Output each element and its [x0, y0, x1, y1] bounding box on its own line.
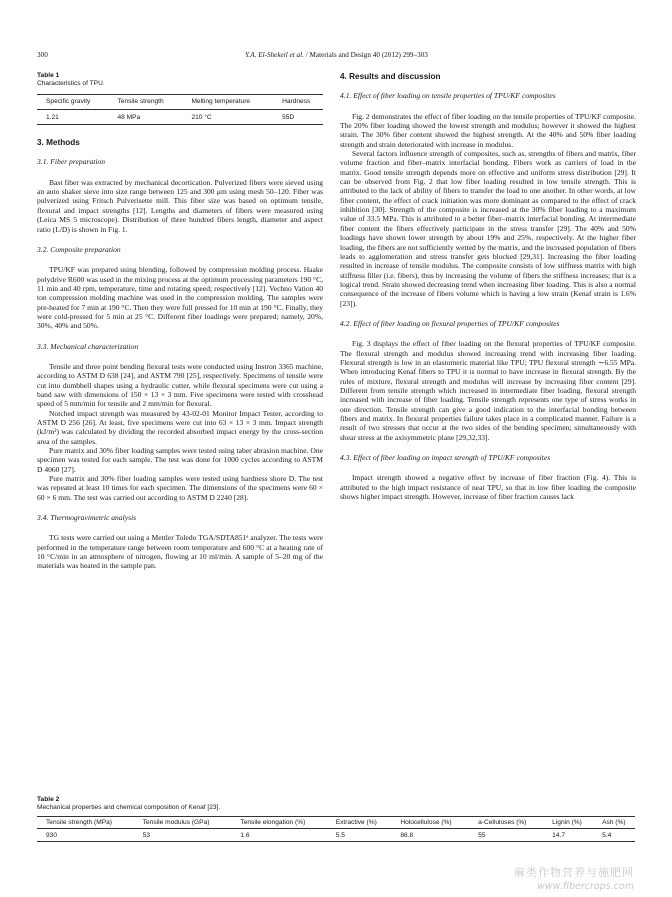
- table1-cell: 210 °C: [182, 109, 273, 124]
- composite-preparation-paragraph: TPU/KF was prepared using blending, followed by compression molding process. Haake polydrive R600 was used in the mixing process at the optimum processing parameters 190 °C, 11 min and 40 rpm, temperature, time and rotating speed; respectively [12]. Vechno Vation 40 ton compression molding machine was used in the compression molding. The samples were pre-heated for 7 min at 190 °C. Then they were full pressed for 10 min at 190 °C. Finally, they were cold-pressed for 5 min at 25 °C. Different fiber loadings were prepared; namely, 20%, 30%, 40% and 50%.: [37, 265, 323, 331]
- tensile-paragraph-2: Several factors influence strength of composites, such as, strengths of fibers and matrix, fiber volume fraction and fiber–matrix interfacial bonding. Fibers work as carriers of load in the matrix. Good tensile strength depends more on effective and uniform stress distribution [29]. It can be observed from Fig. 2 that low fiber loading resulted in low tensile strength. This is attributed to the lack of ability of fibers to transfer the load to one another. In other words, at low fiber content, the effect of crack initiation was more dominant as compared to the effect of crack inhibition [30]. Strength of the composite is increased at the 30% fiber loading to a maximum value of 33.5 MPa. This is attributed to a better fiber–matrix interfacial bonding. At intermediate fiber content the fibers effectively participate in the stress transfer [29]. The 40% and 50% loadings have shown lower strength by about 19% and 25%, respectively. At the higher fiber loading, the fibers are not sufficiently wetted by the matrix, and the increased population of fibers leads to agglomeration and stress transfer gets blocked [29,31]. Increasing the fiber loading resulted in increase of tensile modulus. The composite consists of low stiffness matrix with high stiffness filler (i.e. fibers), thus by increasing the volume of fibers the stiffness increases; that is a logical trend. Strain showed decreasing trend when increasing fiber loading. This is also a normal consequence of the increase of fibers volume which is having a low strain (Kenaf strain is 1.6% [23]).: [340, 149, 636, 308]
- journal-citation: [37, 51, 636, 59]
- table2-title: Mechanical properties and chemical composition of Kenaf [23].: [37, 804, 221, 812]
- table2-header-cell: Tensile modulus (GPa): [134, 817, 232, 829]
- table2-header-cell: Lignin (%): [543, 817, 593, 829]
- table1-header-cell: Hardness: [273, 95, 323, 109]
- tensile-heading: 4.1. Effect of fiber loading on tensile properties of TPU/KF composites: [340, 91, 556, 101]
- table1: [37, 94, 323, 125]
- table1-cell: 48 MPa: [108, 109, 182, 124]
- page-number: 300: [37, 51, 48, 59]
- table1-header-cell: Tensile strength: [108, 95, 182, 109]
- table1-label: Table 1: [37, 72, 60, 79]
- fiber-preparation-paragraph: Bast fiber was extracted by mechanical decortication. Pulverized fibers were sieved using an auto shaker sieve into size range between 125 and 300 μm using mesh 50–120. Fiber was pulverized using Fritsch Pulverisette mill. This fiber size was based on optimum tensile, flexural and impact strengths [12]. Lengths and diameters of fibers were measured using (Leica MS 5 microscope). Distribution of three hundred fibers length, diameter and aspect ratio (L/D) is shown in Fig. 1.: [37, 177, 323, 234]
- table2-row: [37, 829, 635, 842]
- table2-header-cell: Extractive (%): [327, 817, 392, 829]
- table1-caption: [37, 72, 323, 88]
- table2-header-row: [37, 817, 635, 829]
- table2-label: Table 2: [37, 796, 60, 803]
- results-heading: 4. Results and discussion: [340, 72, 441, 81]
- table2-cell: 1.6: [231, 829, 326, 842]
- authors: Y.A. El-Shekeil et al.: [245, 51, 304, 59]
- table1-header-row: [37, 95, 323, 109]
- composite-preparation-heading: 3.2. Composite preparation: [37, 244, 121, 254]
- table2-cell: 86.8: [391, 829, 469, 842]
- table2-cell: 930: [37, 829, 134, 842]
- table2-block: [37, 796, 635, 842]
- table2-cell: 55: [469, 829, 543, 842]
- watermark-url: www.fibercrops.com: [537, 881, 634, 892]
- tensile-paragraph-1: Fig. 2 demonstrates the effect of fiber loading on the tensile properties of TPU/KF composite. The 20% fiber loading showed the lowest strength and modulus; however it showed the highest strain. The 30% fiber content showed the highest strength. At the 40% and 50% fiber loading strength and strain deteriorated with increase in modulus.: [340, 111, 636, 149]
- thermogravimetric-paragraph: TG tests were carried out using a Mettler Toledo TGA/SDTA851ᵉ analyzer. The tests were performed in the temperature range between room temperature and 600 °C at a heating rate of 10 °C/min in an atmosphere of nitrogen, flowing at 10 ml/min. A sample of 5–20 mg of the materials was heated in the sample pan.: [37, 533, 323, 571]
- table2-header-cell: Ash (%): [593, 817, 635, 829]
- table2-header-cell: Holocellulose (%): [391, 817, 469, 829]
- left-column: [37, 72, 323, 571]
- table2-cell: 14.7: [543, 829, 593, 842]
- table2-caption: [37, 796, 635, 812]
- running-header: [37, 51, 636, 63]
- table1-title: Characteristics of TPU.: [37, 80, 105, 88]
- right-column: [340, 72, 636, 501]
- table2: [37, 816, 635, 842]
- thermogravimetric-heading: 3.4. Thermogravimetric analysis: [37, 513, 137, 523]
- table1-header-cell: Specific gravity: [37, 95, 108, 109]
- mechanical-paragraph-3: Pure matrix and 30% fiber loading samples were tested using taber abrasion machine. One specimen was tested for each sample. The test was done for 1000 cycles according to ASTM D 4060 [27].: [37, 446, 323, 474]
- table1-cell: 55D: [273, 109, 323, 124]
- flexural-heading: 4.2. Effect of fiber loading on flexural properties of TPU/KF composites: [340, 318, 560, 328]
- table1-header-cell: Melting temperature: [182, 95, 273, 109]
- mechanical-characterization-heading: 3.3. Mechanical characterization: [37, 341, 139, 351]
- table2-header-cell: Tensile elongation (%): [231, 817, 326, 829]
- impact-heading: 4.3. Effect of fiber loading on impact strength of TPU/KF composites: [340, 453, 551, 463]
- table2-cell: 5.4: [593, 829, 635, 842]
- fiber-preparation-heading: 3.1. Fiber preparation: [37, 157, 106, 167]
- impact-paragraph: Impact strength showed a negative effect by increase of fiber fraction (Fig. 4). This is attributed to the high impact resistance of neat TPU, so that in low fiber loading the composite shows higher impact strength. However, increase of fiber fraction causes lack: [340, 473, 636, 502]
- mechanical-paragraph-4: Pure matrix and 30% fiber loading samples were tested using hardness shore D. The test was repeated at least 10 times for each specimen. The dimensions of the specimens were 60 × 60 × 6 mm. The test was carried out according to ASTM D 2240 [28].: [37, 474, 323, 502]
- methods-heading: 3. Methods: [37, 138, 80, 148]
- mechanical-paragraph-1: Tensile and three point bending flexural tests were conducted using Instron 3365 machine, according to ASTM D 638 [24], and ASTM 790 [25], respectively. Specimens of tensile were cut into dumbbell shapes using a hydraulic cutter, while flexural specimens were cut using a band saw with dimensions of 150 × 13 × 3 mm. Five specimens were tested with crosshead speed of 5 mm/min for tensile and 2 mm/min for flexural.: [37, 361, 323, 409]
- table1-cell: 1.21: [37, 109, 108, 124]
- table2-cell: 53: [134, 829, 232, 842]
- table2-cell: 5.5: [327, 829, 392, 842]
- table1-row: [37, 109, 323, 124]
- mechanical-paragraph-2: Notched impact strength was measured by 43-02-01 Monitor Impact Tester, according to ASTM D 256 [26]. At least, five specimens were cut into 63 × 13 × 3 mm. Impact strength (kJ/m²) was calculated by dividing the recorded absorbed impact energy by the cross-section area of the samples.: [37, 408, 323, 446]
- flexural-paragraph: Fig. 3 displays the effect of fiber loading on the flexural properties of TPU/KF composite. The flexural strength and modulus showed increasing trend with increasing fiber loading. Flexural strength is low in an elastomeric material like TPU; TPU flexural strength ∼6.55 MPa. When introducing Kenaf fibers to TPU it is normal to have increase in flexural strength. By the rules of mixture, flexural strength and modulus will increase by increasing fiber content [29]. Different from tensile strength which increased in intermediate fiber loading, flexural strength increased with increase of fiber loading. Tensile strength represents one type of stress works in one direction. Tensile strength can give a good indication to the interfacial bonding between fibers and matrix. In flexural properties failure takes place in a complicated manner. Failure is a result of two stresses that occur at the two sides of the bending specimen; simultaneously with shear stress at the axisymmetric plane [29,32,33].: [340, 339, 636, 442]
- journal-name: / Materials and Design 40 (2012) 299–303: [303, 51, 428, 59]
- table2-header-cell: Tensile strength (MPa): [37, 817, 134, 829]
- watermark-cn: 麻类作物营养与施肥网: [514, 866, 634, 879]
- table2-header-cell: a-Celluloses (%): [469, 817, 543, 829]
